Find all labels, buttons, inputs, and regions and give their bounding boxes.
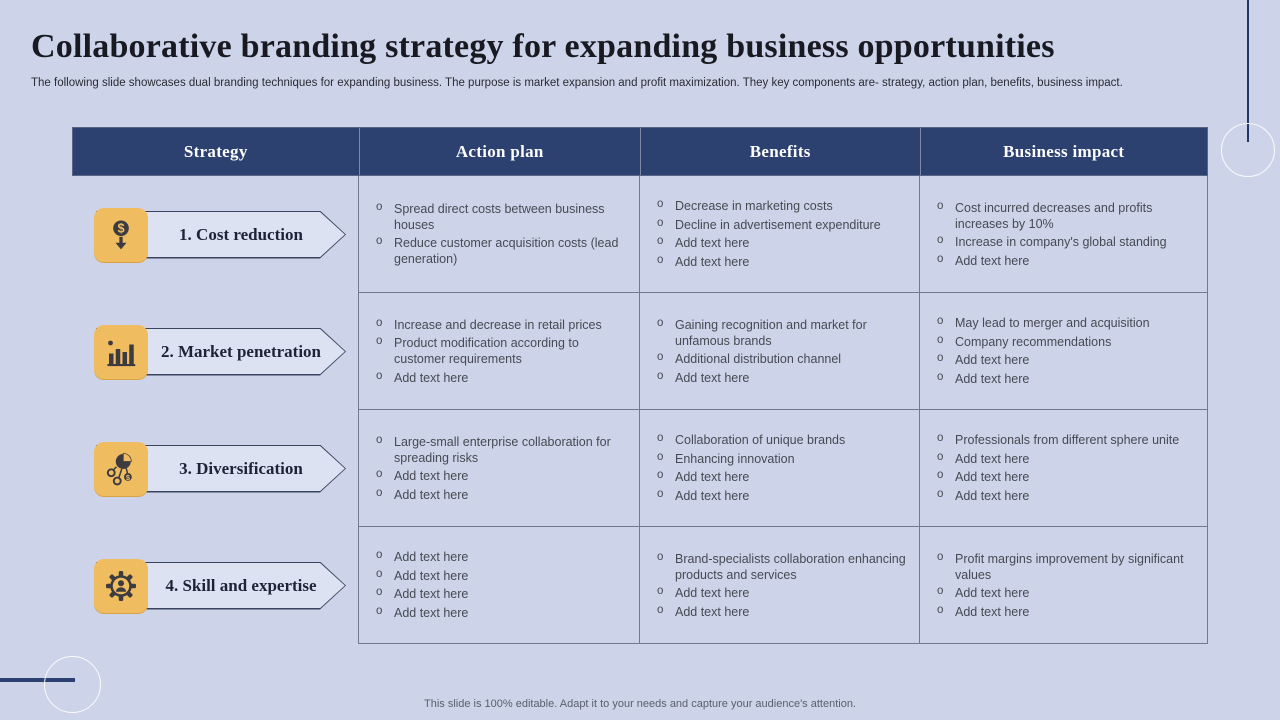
bullet-item: o Add text here — [936, 469, 1197, 485]
bullet-item: o Add text here — [656, 235, 909, 251]
strategy-label: 3. Diversification — [179, 458, 303, 478]
bullet-item: o Collaboration of unique brands — [656, 432, 909, 448]
bullet-list — [656, 196, 909, 273]
right-accent-circle — [1221, 123, 1275, 177]
table-row — [72, 410, 1208, 527]
bullet-item: o Increase and decrease in retail prices — [375, 317, 629, 333]
bullet-item: o Profit margins improvement by significant values — [936, 551, 1197, 583]
bullet-list — [656, 314, 909, 388]
bullet-item: o Gaining recognition and market for unfamous brands — [656, 317, 909, 349]
bullet-item: o Additional distribution channel — [656, 351, 909, 367]
bullet-item: o Add text here — [656, 254, 909, 270]
benefits-cell[interactable] — [640, 293, 920, 410]
bullet-item: o Add text here — [375, 549, 629, 565]
branding-strategy-table — [72, 127, 1208, 644]
strategy-pennant[interactable] — [96, 211, 346, 259]
action-plan-cell[interactable] — [358, 176, 640, 293]
bullet-item: o Brand-specialists collaboration enhancing products and services — [656, 551, 909, 583]
bullet-item: o Spread direct costs between business houses — [375, 201, 629, 233]
bullet-item: o Add text here — [936, 585, 1197, 601]
strategy-label: 4. Skill and expertise — [165, 575, 317, 595]
bullet-item: o Add text here — [656, 370, 909, 386]
strategy-cell — [72, 527, 358, 644]
header-business-impact: Business impact — [920, 128, 1208, 175]
market-penetration-icon — [94, 325, 148, 379]
svg-text:$: $ — [125, 472, 130, 482]
page-title: Collaborative branding strategy for expanding business opportunities — [31, 28, 1055, 65]
benefits-cell[interactable] — [640, 410, 920, 527]
table-header-row — [72, 127, 1208, 176]
footer-note: This slide is 100% editable. Adapt it to your needs and capture your audience's attention. — [424, 698, 856, 710]
bullet-list — [375, 547, 629, 624]
action-plan-cell[interactable] — [358, 527, 640, 644]
strategy-label: 1. Cost reduction — [179, 224, 303, 244]
bullet-item: o May lead to merger and acquisition — [936, 315, 1197, 331]
business-impact-cell[interactable] — [920, 527, 1208, 644]
diversification-icon — [94, 442, 148, 496]
bullet-item: o Add text here — [375, 487, 629, 503]
bullet-item: o Add text here — [375, 605, 629, 621]
bullet-item: o Add text here — [375, 370, 629, 386]
strategy-pennant[interactable] — [96, 445, 346, 493]
bullet-list — [375, 198, 629, 270]
business-impact-cell[interactable] — [920, 293, 1208, 410]
bullet-item: o Decline in advertisement expenditure — [656, 217, 909, 233]
bullet-item: o Professionals from different sphere unite — [936, 432, 1197, 448]
bullet-item: o Increase in company's global standing — [936, 234, 1197, 250]
strategy-cell — [72, 410, 358, 527]
header-benefits: Benefits — [640, 128, 920, 175]
bullet-item: o Add text here — [656, 585, 909, 601]
bullet-item: o Reduce customer acquisition costs (lead generation) — [375, 235, 629, 267]
strategy-pennant[interactable] — [96, 562, 346, 610]
business-impact-cell[interactable] — [920, 176, 1208, 293]
action-plan-cell[interactable] — [358, 410, 640, 527]
bullet-item: o Add text here — [656, 488, 909, 504]
bullet-item: o Add text here — [375, 468, 629, 484]
strategy-label: 2. Market penetration — [160, 341, 322, 361]
table-row — [72, 527, 1208, 644]
bullet-item: o Add text here — [936, 253, 1197, 269]
right-accent-line — [1247, 0, 1249, 142]
cost-reduction-icon — [94, 208, 148, 262]
page-subtitle: The following slide showcases dual branding techniques for expanding business. The purpose is market expansion and profit maximization. They key components are- strategy, action plan, benefits, business impact. — [31, 77, 1123, 89]
header-action-plan: Action plan — [359, 128, 641, 175]
bullet-list — [656, 548, 909, 622]
bullet-item: o Enhancing innovation — [656, 451, 909, 467]
benefits-cell[interactable] — [640, 176, 920, 293]
bullet-item: o Add text here — [936, 352, 1197, 368]
bullet-item: o Cost incurred decreases and profits increases by 10% — [936, 200, 1197, 232]
benefits-cell[interactable] — [640, 527, 920, 644]
bullet-list — [375, 314, 629, 388]
header-strategy: Strategy — [183, 141, 248, 161]
bullet-item: o Company recommendations — [936, 334, 1197, 350]
bullet-item: o Add text here — [375, 586, 629, 602]
bullet-list — [936, 313, 1197, 390]
bullet-list — [656, 430, 909, 507]
bullet-item: o Add text here — [656, 469, 909, 485]
bullet-list — [936, 197, 1197, 271]
business-impact-cell[interactable] — [920, 410, 1208, 527]
bullet-item: o Large-small enterprise collaboration for spreading risks — [375, 434, 629, 466]
bullet-item: o Add text here — [936, 451, 1197, 467]
bullet-item: o Add text here — [936, 604, 1197, 620]
strategy-pennant[interactable] — [96, 328, 346, 376]
bullet-item: o Add text here — [375, 568, 629, 584]
table-row — [72, 176, 1208, 293]
bullet-item: o Product modification according to customer requirements — [375, 335, 629, 367]
bullet-list — [936, 430, 1197, 507]
action-plan-cell[interactable] — [358, 293, 640, 410]
bullet-item: o Add text here — [656, 604, 909, 620]
bullet-item: o Add text here — [936, 371, 1197, 387]
strategy-cell — [72, 293, 358, 410]
bullet-list — [936, 548, 1197, 622]
skill-expertise-icon — [94, 559, 148, 613]
bullet-list — [375, 431, 629, 505]
bullet-item: o Decrease in marketing costs — [656, 198, 909, 214]
table-row — [72, 293, 1208, 410]
strategy-cell — [72, 176, 358, 293]
svg-text:$: $ — [117, 220, 125, 236]
bullet-item: o Add text here — [936, 488, 1197, 504]
